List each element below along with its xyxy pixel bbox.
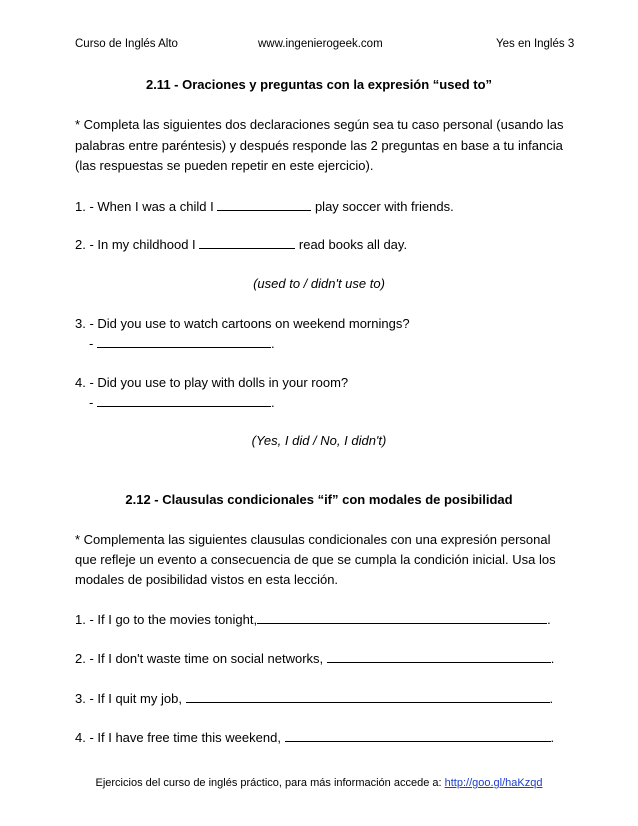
item-text: 3. - If I quit my job, xyxy=(75,691,186,706)
instructions-line: palabras entre paréntesis) y después responde las 2 preguntas en base a tu infancia xyxy=(75,138,563,153)
question-4: 4. - Did you use to play with dolls in your room? xyxy=(75,375,349,390)
question-3: 3. - Did you use to watch cartoons on weekend mornings? xyxy=(75,316,410,331)
footer-text: Ejercicios del curso de inglés práctico, para más información accede a: xyxy=(95,777,445,789)
header-level: Yes en Inglés 3 xyxy=(496,38,575,50)
dash-prefix: - xyxy=(89,395,97,410)
item-text: 2. - If I don't waste time on social networks, xyxy=(75,651,327,666)
instructions-line: * Complementa las siguientes clausulas condicionales con una expresión personal xyxy=(75,532,551,547)
answer-blank[interactable] xyxy=(199,236,295,249)
section-2-11-title: 2.11 - Oraciones y preguntas con la expresión “used to” xyxy=(145,77,493,92)
footer-link[interactable]: http://goo.gl/haKzqd xyxy=(444,777,543,789)
exercise-item-2 xyxy=(75,236,407,252)
item-text-before: 1. - When I was a child I xyxy=(75,199,218,214)
section-2-12-title: 2.12 - Clausulas condicionales “if” con modales de posibilidad xyxy=(125,492,513,507)
conditional-item-4 xyxy=(75,729,554,745)
answer-blank[interactable] xyxy=(327,650,551,663)
footer xyxy=(0,777,638,789)
instructions-line: * Completa las siguientes dos declaraciones según sea tu caso personal (usando las xyxy=(75,117,564,132)
answer-line-4 xyxy=(89,394,275,410)
period: . xyxy=(550,730,555,745)
item-text-after: play soccer with friends. xyxy=(311,199,454,214)
answer-blank[interactable] xyxy=(186,690,550,703)
period: . xyxy=(547,612,551,627)
dash-prefix: - xyxy=(89,336,97,351)
answer-blank[interactable] xyxy=(257,611,547,624)
item-text: 4. - If I have free time this weekend, xyxy=(75,730,285,745)
exercise-item-1 xyxy=(75,198,454,214)
instructions-line: (las respuestas se pueden repetir en este ejercicio). xyxy=(75,158,374,173)
instructions-line: que refleje un evento a consecuencia de que se cumpla la condición inicial. Usa los xyxy=(75,552,556,567)
answer-blank[interactable] xyxy=(217,198,311,211)
hint-used-to: (used to / didn't use to) xyxy=(253,276,385,291)
answer-blank[interactable] xyxy=(285,729,551,742)
answer-blank[interactable] xyxy=(97,394,271,407)
conditional-item-1 xyxy=(75,611,551,627)
period: . xyxy=(270,336,275,351)
period: . xyxy=(270,395,275,410)
conditional-item-3 xyxy=(75,690,553,706)
instructions-line: modales de posibilidad vistos en esta lección. xyxy=(75,572,339,587)
item-text-after: read books all day. xyxy=(295,237,408,252)
conditional-item-2 xyxy=(75,650,554,666)
header-course-title: Curso de Inglés Alto xyxy=(75,38,178,50)
hint-yes-no: (Yes, I did / No, I didn't) xyxy=(251,433,387,448)
answer-blank[interactable] xyxy=(97,335,271,348)
item-text-before: 2. - In my childhood I xyxy=(75,237,200,252)
period: . xyxy=(549,691,554,706)
header-website: www.ingenierogeek.com xyxy=(258,38,383,50)
answer-line-3 xyxy=(89,335,275,351)
period: . xyxy=(550,651,555,666)
item-text: 1. - If I go to the movies tonight, xyxy=(75,612,258,627)
